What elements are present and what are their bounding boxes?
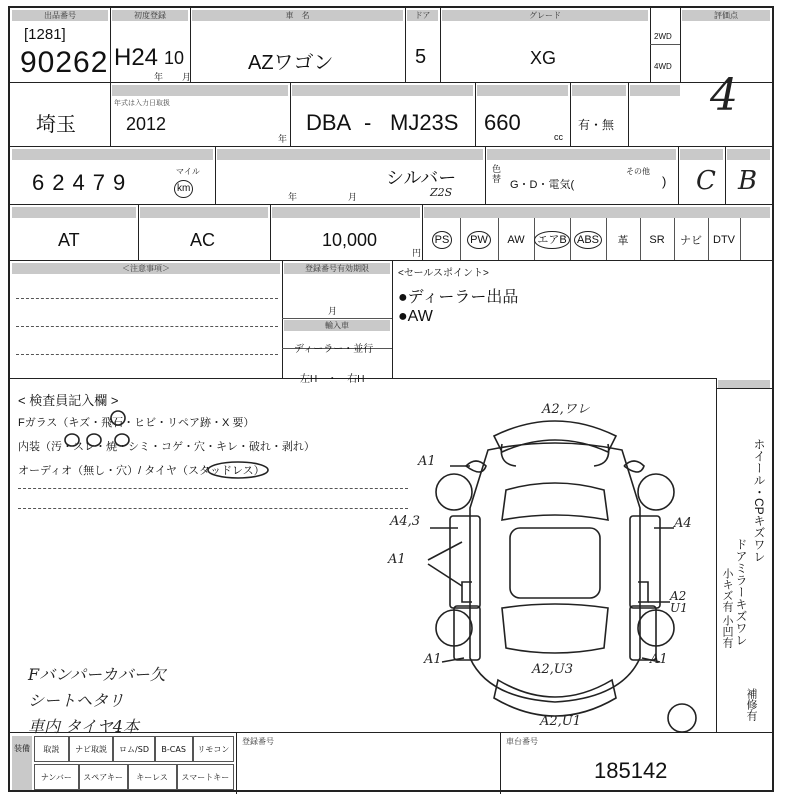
damage-mark-left-low: A1 (388, 552, 406, 567)
legend-item: B-CAS (155, 736, 193, 762)
handwritten-note: シートヘタリ (28, 691, 125, 710)
sales-points-title: <セールスポイント> (398, 268, 489, 279)
entry-number: 90262 (20, 46, 109, 79)
damage-mark-right-low: A2 U1 (670, 589, 688, 615)
damage-mark-bottom-left: A1 (424, 652, 442, 667)
damage-mark-right-mid: A4 (674, 516, 692, 531)
side-note-scratch: 小キズ有 小凹有 (721, 568, 733, 649)
legend-row-bottom (34, 764, 234, 790)
unit-year: 年 (288, 192, 298, 202)
recycle-status: 有・無 (578, 118, 615, 132)
equip-ps: PS (424, 220, 460, 260)
equip-airbag: エアB (534, 220, 570, 260)
header-label-doors: ドア (407, 10, 438, 21)
model-code: MJ23S (390, 110, 459, 135)
legend-item: 取説 (34, 736, 69, 762)
side-note-repair: 補修有 (745, 688, 757, 721)
shift-type: AT (58, 230, 80, 250)
fuel-other-label: その他 (626, 167, 650, 176)
header-label-entry: 出品番号 (12, 10, 108, 21)
sales-point-item: ●AW (398, 308, 433, 325)
mileage-digit: 4 (72, 170, 93, 195)
header-label-grade: グレード (442, 10, 648, 21)
inspector-glass-line: Fガラス（キズ・飛石・ヒビ・リペア跡・X 要） (18, 417, 255, 429)
equip-dtv: DTV (713, 234, 735, 246)
legend-item: ロム/SD (113, 736, 154, 762)
auction-sheet (8, 6, 774, 792)
legend-corner: 装備 (12, 736, 32, 790)
inspector-interior-line: 内装（汚・スレ・焼・シミ・コゲ・穴・キレ・破れ・剥れ） (18, 441, 315, 453)
mileage-digit: 2 (52, 170, 73, 195)
type-dash: - (364, 110, 372, 135)
legend-item: リモコン (193, 736, 234, 762)
legend-item: スマートキー (177, 764, 234, 790)
equip-navi: ナビ (680, 235, 702, 247)
import-header: 輸入車 (284, 320, 390, 331)
unit-cc: cc (554, 132, 563, 142)
expiry-month-unit: 月 (328, 306, 338, 316)
damage-mark-front-mid: A2,U3 (532, 662, 574, 677)
damage-mark-rear: A2,ワレ (542, 402, 590, 417)
model-year-note: 年式は入力日取扱 (114, 100, 170, 107)
mileage-digit: 6 (32, 170, 53, 195)
aircon: AC (190, 230, 216, 250)
steering-side: 左H ・ 右H (300, 374, 365, 385)
exterior-grade: B (738, 166, 758, 196)
sales-point-item: ●ディーラー出品 (398, 289, 519, 306)
lot-number: [1281] (24, 26, 66, 43)
header-label-car-name: 車 名 (192, 10, 403, 21)
legend-item: スペアキー (79, 764, 128, 790)
drive-4wd: 4WD (654, 62, 672, 71)
inspector-audio-line: オーディオ（無し・穴）/ タイヤ（スタッドレス） (18, 465, 265, 477)
unit-year: 年 (278, 134, 288, 144)
color: シルバー (386, 168, 457, 188)
fuel-close: ) (662, 174, 667, 189)
header-label-first-reg: 初度登録 (112, 10, 188, 21)
chassis-number-label: 車台番号 (506, 737, 538, 746)
legend-row-top (34, 736, 234, 762)
registration-number-label: 登録番号 (242, 737, 274, 746)
dealer-or-parallel: ディーラー・並行 (294, 344, 374, 355)
inspector-title: < 検査員記入欄 > (18, 393, 119, 408)
grade: XG (530, 48, 557, 68)
handwritten-note: Fバンパーカバー欠 (28, 665, 166, 684)
unit-month: 月 (348, 192, 358, 202)
mileage-unit-km: km (174, 180, 193, 198)
first-reg-era: H24 (114, 44, 159, 71)
equip-sunroof: SR (649, 234, 665, 246)
car-damage-diagram (10, 8, 776, 794)
damage-mark-bottom-right: A1 (650, 652, 668, 667)
mileage-unit-mile: マイル (176, 167, 200, 176)
inspection-expiry-header: 登録番号有効期限 (284, 263, 390, 274)
damage-mark-left-top: A1 (418, 454, 436, 469)
equip-pw: PW (460, 220, 498, 260)
first-reg-month: 10 (164, 48, 185, 68)
notes-header: ＜注意事項＞ (12, 263, 280, 274)
color-code: Z2S (430, 186, 453, 199)
legend-item: ナンバー (34, 764, 79, 790)
car-name: AZワゴン (248, 52, 334, 74)
unit-month: 月 (182, 72, 192, 82)
equip-aw: AW (507, 234, 525, 246)
header-label-score: 評価点 (682, 10, 770, 21)
color-change-label: 色替 (492, 164, 502, 184)
equip-leather: 革 (617, 235, 629, 247)
legend-item: ナビ取説 (69, 736, 114, 762)
door-count: 5 (415, 46, 427, 68)
auction-score: 4 (710, 70, 738, 121)
displacement: 660 (484, 110, 521, 135)
mileage-digit: 7 (92, 170, 113, 195)
legend-item: キーレス (128, 764, 177, 790)
equipment-legend (10, 732, 236, 794)
unit-year: 年 (154, 72, 164, 82)
interior-grade: C (696, 166, 716, 196)
handwritten-note: 車内 タイヤ4本 (28, 717, 139, 736)
chassis-number: 185142 (594, 758, 668, 783)
mileage-digit: 9 (113, 170, 134, 195)
side-note-wheel: ホイール・CPキズワレ (752, 438, 766, 563)
type-prefix: DBA (306, 110, 352, 135)
fuel-options: G・D・電気( (510, 179, 575, 191)
damage-mark-front: A2,U1 (540, 714, 582, 729)
region: 埼玉 (36, 114, 76, 136)
side-note-mirror: ドアミラーキズワレ (734, 538, 748, 646)
drive-2wd: 2WD (654, 32, 672, 41)
recycle-fee: 10,000 (322, 230, 378, 250)
model-year: 2012 (126, 114, 167, 134)
equip-abs: ABS (570, 220, 606, 260)
unit-yen: 円 (412, 248, 422, 258)
damage-mark-left-mid: A4,3 (390, 514, 421, 529)
